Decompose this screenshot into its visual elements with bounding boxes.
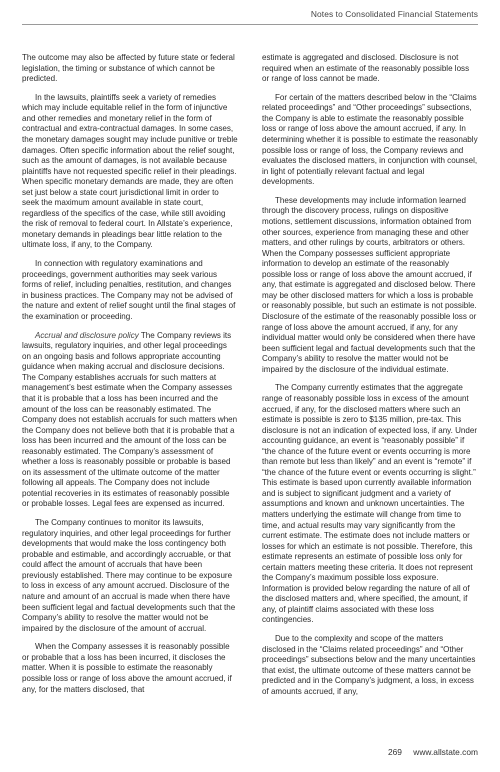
paragraph: estimate is aggregated and disclosed. Disclosure is not required when an estimate of the reasonably possible loss or range of loss cannot be made. [262,53,470,84]
paragraph: When the Company assesses it is reasonably possible or probable that a loss has been incurred, it discloses the matter. When it is possible to estimate the reasonably possible loss or range of loss above the amount accrued, if any, for the matters disclosed, that [22,642,232,694]
paragraph: These developments may include information learned through the discovery process, rulings on dispositive motions, settlement discussions, information obtained from other sources, experience from managing these and other matters, and other rulings by courts, arbitrators or others. When the Company possesses sufficient appropriate information to develop an estimate of the reasonably possible loss or range of loss above the amount accrued, if any, that estimate is aggregated and disclosed below. There may be other disclosed matters for which a loss is probable or reasonably possible, but such an estimate is not possible. Disclosure of the estimate of the reasonably possible loss or range of loss above the amount accrued, if any, for any individual matter would only be considered when there have been sufficient legal and factual developments such that the Company’s ability to resolve the matter would not be impaired by the disclosure of the individual estimate. [262,195,477,374]
paragraph: Due to the complexity and scope of the matters disclosed in the “Claims related proceedings” and “Other proceedings” subsections below and the many uncertainties that exist, the ultimate outcome of these matters cannot be predicted and in the Company’s judgment, a loss, in excess of amounts accrued, if any, [262,634,476,696]
website-link[interactable]: www.allstate.com [413,747,478,757]
left-column [22,53,238,703]
page-footer [388,747,478,757]
paragraph: The Company currently estimates that the aggregate range of reasonably possible loss in excess of the amount accrued, if any, for the disclosed matters where such an estimate is possible is zero to $135 million, pre-tax. This disclosure is not an indication of expected loss, if any. Under accounting guidance, an event is “reasonably possible” if “the chance of the future event or events occurring is more than remote but less than likely” and an event is “remote” if “the chance of the future event or events occurring is slight.” This estimate is based upon currently available information and is subject to significant judgment and a variety of assumptions and known and unknown uncertainties. The matters underlying the estimate will change from time to time, and actual results may vary significantly from the current estimate. The estimate does not include matters or losses for which an estimate is not possible. Therefore, this estimate represents an estimate of possible loss only for certain matters meeting these criteria. It does not represent the Company’s maximum possible loss exposure. Information is provided below regarding the nature of all of the disclosed matters and, where specified, the amount, if any, of plaintiff claims associated with these loss contingencies. [262,383,477,625]
section-lead-in: Accrual and disclosure policy [35,330,139,340]
paragraph: In connection with regulatory examinations and proceedings, government authorities may seek various forms of relief, including penalties, restitution, and changes in business practices. The Company may not be advised of the nature and extent of relief sought until the final stages of the examination or proceeding. [22,259,236,321]
page-number: 269 [387,747,402,757]
paragraph-text: The Company reviews its lawsuits, regulatory inquiries, and other legal proceedings on an ongoing basis and follows appropriate accounting guidance when making accrual and disclosure decisions. The Company establishes accruals for such matters at management’s best estimate when the Company assesses that it is probable that a loss has been incurred and the amount of the loss can be reasonably estimated. The Company does not establish accruals for such matters when the Company does not believe both that it is probable that a loss has been incurred and the amount of the loss can be reasonably estimated. The Company’s assessment of whether a loss is reasonably possible or probable is based on its assessment of the ultimate outcome of the matter following all appeals. The Company does not include potential recoveries in its estimates of reasonably possible or probable losses. Legal fees are expensed as incurred. [22,330,238,509]
running-header: Notes to Consolidated Financial Statements [310,9,478,19]
paragraph: In the lawsuits, plaintiffs seek a variety of remedies which may include equitable relief in the form of injunctive and other remedies and monetary relief in the form of contractual and extra-contractual damages. In some cases, the monetary damages sought may include punitive or treble damages. Often specific information about the relief sought, such as the amount of damages, is not available because plaintiffs have not requested specific relief in their pleadings. When specific monetary demands are made, they are often set just below a state court jurisdictional limit in order to seek the maximum amount available in state court, regardless of the specifics of the case, while still avoiding the risk of removal to federal court. In Allstate’s experience, monetary demands in pleadings bear little relation to the ultimate loss, if any, to the Company. [22,92,238,250]
paragraph: The Company continues to monitor its lawsuits, regulatory inquiries, and other legal proceedings for further developments that would make the loss contingency both probable and estimable, and accordingly accruable, or that could affect the amount of accruals that have been previously established. There may continue to be exposure to loss in excess of any amount accrued. Disclosure of the nature and amount of an accrual is made when there have been sufficient legal and factual developments such that the Company’s ability to resolve the matter would not be impaired by the disclosure of the amount of accrual. [22,518,236,633]
paragraph: The outcome may also be affected by future state or federal legislation, the timing or substance of which cannot be predicted. [22,53,235,84]
paragraph-accrual-policy [22,331,238,510]
right-column [262,53,478,706]
paragraph: For certain of the matters described below in the “Claims related proceedings” and “Other proceedings” subsections, the Company is able to estimate the reasonably possible loss or range of loss above the amount accrued, if any. In determining whether it is possible to estimate the reasonably possible loss or range of loss, the Company reviews and evaluates the disclosed matters, in conjunction with counsel, in light of potentially relevant factual and legal developments. [262,92,478,187]
header-divider [22,24,478,25]
